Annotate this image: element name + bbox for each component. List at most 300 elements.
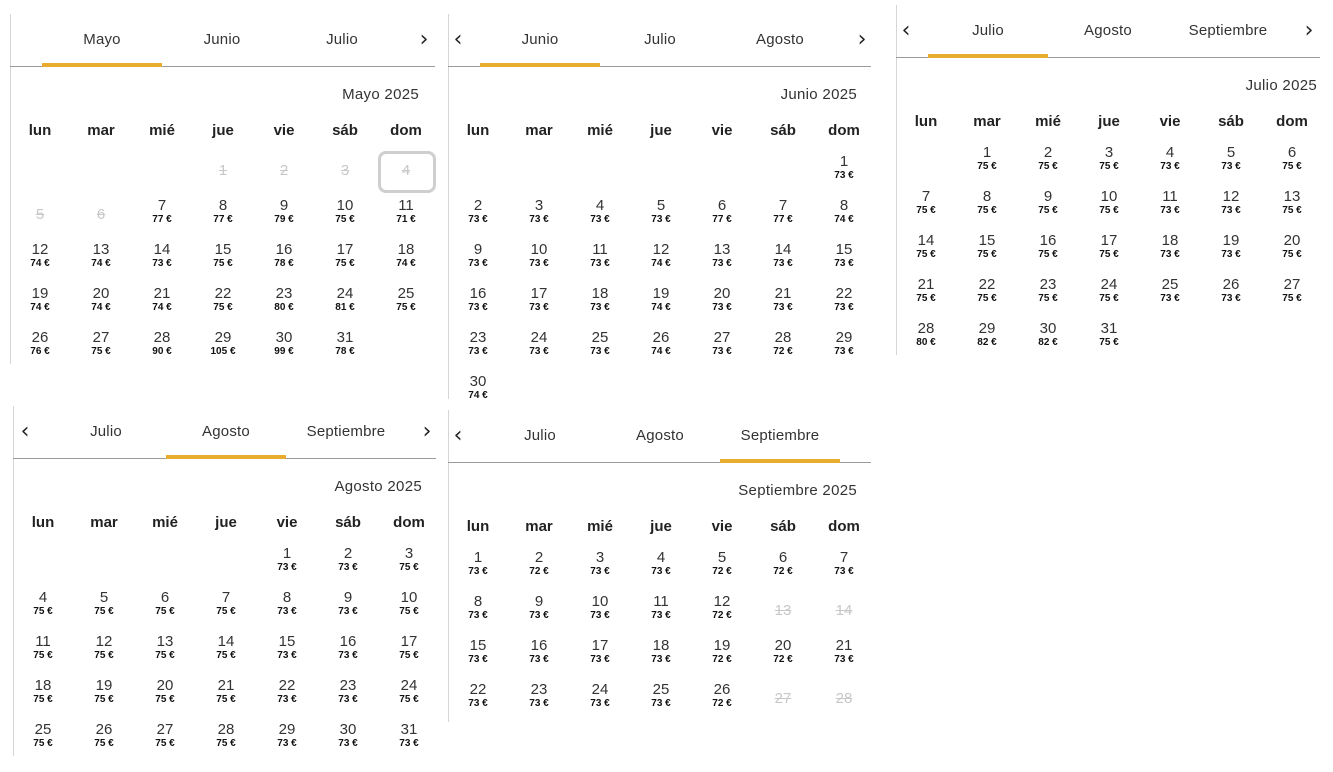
day-cell[interactable] [631,594,691,634]
day-number: 3 [1104,144,1114,161]
day-cell[interactable] [315,242,375,282]
day-price: 75 € [1282,161,1302,172]
day-price: 74 € [651,258,671,269]
chevron-left-icon[interactable]: ‹ [901,18,911,43]
day-cell[interactable] [254,330,314,370]
day-price: 75 € [1282,293,1302,304]
day-cell[interactable] [814,550,874,590]
day-cell[interactable] [74,722,134,762]
day-price: 72 € [712,698,732,709]
day-cell[interactable] [814,330,874,370]
weekday-header: mié [1035,113,1061,130]
day-cell[interactable] [896,321,956,361]
day-cell[interactable] [957,277,1017,317]
day-number: 24 [400,677,418,694]
day-number: 2 [534,549,544,566]
day-cell[interactable] [74,678,134,718]
day-price: 75 € [213,258,233,269]
day-number: 3 [534,197,544,214]
weekday-header: jue [1098,113,1120,130]
day-cell[interactable] [814,242,874,282]
day-number: 12 [1222,188,1240,205]
day-cell[interactable] [318,722,378,762]
day-number: 20 [1283,232,1301,249]
day-price: 75 € [1038,249,1058,260]
day-cell[interactable] [896,277,956,317]
day-number: 19 [713,637,731,654]
day-price: 72 € [712,654,732,665]
day-cell[interactable] [509,330,569,370]
day-cell[interactable] [1018,189,1078,229]
month-title: Agosto 2025 [334,478,422,495]
day-cell[interactable] [1018,145,1078,185]
day-price: 75 € [155,606,175,617]
day-cell[interactable] [753,286,813,326]
day-cell[interactable] [1018,233,1078,273]
day-cell[interactable] [257,546,317,586]
day-cell[interactable] [631,550,691,590]
day-cell[interactable] [509,550,569,590]
day-cell[interactable] [448,286,508,326]
chevron-left-icon[interactable]: ‹ [453,27,463,52]
day-cell[interactable] [1018,321,1078,361]
weekday-header: vie [273,122,295,139]
day-cell[interactable] [692,682,752,722]
day-price: 77 € [213,214,233,225]
day-cell[interactable] [631,330,691,370]
day-cell[interactable] [257,678,317,718]
day-cell[interactable] [1140,233,1200,273]
day-cell[interactable] [257,634,317,674]
tab-agosto[interactable]: Agosto [636,427,684,444]
weekday-header: mar [87,122,115,139]
day-cell[interactable] [631,198,691,238]
day-price: 73 € [277,738,297,749]
day-cell[interactable] [509,286,569,326]
day-cell[interactable] [1079,189,1139,229]
day-cell[interactable] [1079,145,1139,185]
day-cell[interactable] [448,594,508,634]
day-price: 75 € [916,205,936,216]
day-price: 73 € [834,170,854,181]
day-price: 73 € [773,258,793,269]
weekday-header: mar [973,113,1001,130]
day-price: 75 € [399,650,419,661]
day-number: 10 [1100,188,1118,205]
day-cell[interactable] [448,682,508,722]
day-number: 1 [282,545,292,562]
day-price: 75 € [1099,337,1119,348]
day-number: 8 [282,589,292,606]
day-number: 28 [217,721,235,738]
day-cell[interactable] [570,594,630,634]
day-price: 73 € [529,698,549,709]
day-cell[interactable] [814,286,874,326]
weekday-header: mié [587,518,613,535]
day-number: 30 [339,721,357,738]
chevron-left-icon[interactable]: ‹ [20,419,30,444]
day-price: 73 € [651,610,671,621]
day-number: 4 [38,589,48,606]
day-price: 75 € [216,606,236,617]
day-cell[interactable] [71,330,131,370]
day-price: 77 € [773,214,793,225]
day-cell[interactable] [193,286,253,326]
day-number: 11 [35,633,51,650]
day-price: 77 € [152,214,172,225]
day-cell[interactable] [135,678,195,718]
chevron-right-icon[interactable]: › [419,27,429,52]
day-price: 73 € [529,258,549,269]
day-cell[interactable] [957,321,1017,361]
weekday-header: vie [1159,113,1181,130]
day-cell[interactable] [376,198,436,238]
day-price: 73 € [1221,249,1241,260]
day-price: 75 € [155,738,175,749]
day-number: 21 [153,285,171,302]
day-cell[interactable] [570,286,630,326]
day-cell[interactable] [753,198,813,238]
day-cell[interactable] [376,286,436,326]
day-cell[interactable] [1079,277,1139,317]
chevron-right-icon[interactable]: › [857,27,867,52]
day-cell[interactable] [1079,233,1139,273]
chevron-right-icon[interactable]: › [422,419,432,444]
day-cell[interactable] [13,634,73,674]
day-price: 77 € [712,214,732,225]
chevron-left-icon[interactable]: ‹ [453,423,463,448]
day-cell[interactable] [631,286,691,326]
day-price: 73 € [529,346,549,357]
day-cell[interactable] [1201,233,1261,273]
day-number: 7 [157,197,167,214]
day-price: 75 € [977,293,997,304]
tab-julio[interactable]: Julio [524,427,556,444]
day-cell[interactable] [315,198,375,238]
tab-septiembre[interactable]: Septiembre [720,410,840,461]
day-price: 74 € [30,302,50,313]
day-cell[interactable] [10,286,70,326]
day-cell[interactable] [692,550,752,590]
day-cell[interactable] [318,678,378,718]
day-number: 3 [340,162,350,179]
weekday-header: jue [650,122,672,139]
day-number: 16 [1039,232,1057,249]
day-cell[interactable] [379,546,439,586]
day-cell[interactable] [692,330,752,370]
day-number: 20 [156,677,174,694]
day-number: 24 [336,285,354,302]
day-number: 26 [1222,276,1240,293]
day-cell[interactable] [1140,145,1200,185]
day-price: 82 € [977,337,997,348]
day-cell[interactable] [692,198,752,238]
day-cell[interactable] [448,330,508,370]
day-cell[interactable] [1079,321,1139,361]
day-cell[interactable] [896,189,956,229]
day-number: 21 [835,637,853,654]
day-cell[interactable] [135,722,195,762]
day-price: 73 € [338,562,358,573]
day-price: 72 € [712,610,732,621]
day-number: 29 [978,320,996,337]
month-tabs [448,410,871,463]
weekday-header: lun [914,113,938,130]
weekday-header: lun [31,514,55,531]
day-price: 73 € [338,738,358,749]
day-cell[interactable] [570,198,630,238]
day-cell[interactable] [13,678,73,718]
day-price: 73 € [834,258,854,269]
day-cell[interactable] [570,682,630,722]
day-price: 75 € [1099,293,1119,304]
tab-mayo[interactable]: Mayo [42,14,162,65]
day-number: 28 [917,320,935,337]
day-cell[interactable] [254,198,314,238]
chevron-right-icon[interactable]: › [1304,18,1314,43]
day-price: 75 € [1282,205,1302,216]
day-cell[interactable] [1262,277,1322,317]
day-cell[interactable] [376,242,436,282]
day-cell[interactable] [631,638,691,678]
day-cell[interactable] [753,242,813,282]
day-price: 73 € [590,610,610,621]
day-cell[interactable] [132,198,192,238]
day-cell[interactable] [318,634,378,674]
tab-julio[interactable]: Julio [90,423,122,440]
day-cell[interactable] [379,634,439,674]
day-price: 74 € [30,258,50,269]
day-price: 73 € [1160,161,1180,172]
tab-junio[interactable]: Junio [203,31,241,48]
day-price: 73 € [712,258,732,269]
day-price: 73 € [529,214,549,225]
day-price: 78 € [274,258,294,269]
day-cell[interactable] [1140,189,1200,229]
day-cell[interactable] [448,374,508,414]
tab-julio[interactable]: Julio [326,31,358,48]
day-cell[interactable] [448,198,508,238]
day-cell[interactable] [753,330,813,370]
day-number: 24 [530,329,548,346]
day-number: 5 [717,549,727,566]
day-price: 73 € [277,650,297,661]
day-cell[interactable] [257,722,317,762]
day-price: 73 € [468,610,488,621]
day-cell[interactable] [957,189,1017,229]
day-number: 17 [530,285,548,302]
tab-agosto[interactable]: Agosto [166,406,286,457]
day-price: 73 € [1221,161,1241,172]
day-cell[interactable] [570,330,630,370]
month-title: Septiembre 2025 [738,482,857,499]
day-number: 27 [1283,276,1301,293]
day-cell[interactable] [448,638,508,678]
day-cell[interactable] [74,590,134,630]
day-cell[interactable] [692,242,752,282]
day-cell[interactable] [509,242,569,282]
day-cell[interactable] [1201,189,1261,229]
day-cell[interactable] [1262,189,1322,229]
day-cell[interactable] [71,286,131,326]
weekday-header: sáb [335,514,361,531]
day-cell[interactable] [957,233,1017,273]
day-price: 73 € [1221,293,1241,304]
day-number: 2 [473,197,483,214]
weekday-header: dom [828,122,860,139]
day-number: 14 [153,241,171,258]
day-cell[interactable] [509,638,569,678]
day-number: 6 [717,197,727,214]
day-number: 16 [530,637,548,654]
day-cell[interactable] [318,546,378,586]
day-price: 73 € [590,258,610,269]
day-cell[interactable] [692,594,752,634]
day-number: 11 [592,241,608,258]
day-cell[interactable] [448,242,508,282]
day-cell[interactable] [1201,277,1261,317]
day-cell[interactable] [814,154,874,194]
day-price: 80 € [274,302,294,313]
day-number: 6 [96,206,106,223]
day-cell[interactable] [1262,233,1322,273]
day-cell[interactable] [692,286,752,326]
day-number: 30 [469,373,487,390]
day-cell[interactable] [193,198,253,238]
day-number: 7 [921,188,931,205]
day-price: 73 € [590,566,610,577]
day-cell[interactable] [570,550,630,590]
day-cell[interactable] [10,242,70,282]
day-cell[interactable] [196,722,256,762]
day-cell[interactable] [509,682,569,722]
weekday-header: sáb [1218,113,1244,130]
day-cell[interactable] [753,638,813,678]
day-cell[interactable] [315,286,375,326]
day-cell[interactable] [193,242,253,282]
day-cell[interactable] [448,550,508,590]
day-cell[interactable] [10,330,70,370]
day-price: 73 € [712,302,732,313]
day-cell[interactable] [71,242,131,282]
day-cell[interactable] [196,678,256,718]
day-cell[interactable] [753,550,813,590]
day-cell[interactable] [1140,277,1200,317]
day-cell[interactable] [196,634,256,674]
day-number: 29 [278,721,296,738]
day-cell[interactable] [631,682,691,722]
day-price: 73 € [529,610,549,621]
tab-julio[interactable]: Julio [928,5,1048,56]
day-price: 75 € [213,302,233,313]
day-cell[interactable] [1018,277,1078,317]
day-cell[interactable] [13,722,73,762]
day-cell[interactable] [132,286,192,326]
day-price: 74 € [91,302,111,313]
day-cell[interactable] [814,638,874,678]
month-title: Mayo 2025 [342,86,419,103]
day-price: 75 € [399,694,419,705]
tab-junio[interactable]: Junio [480,14,600,65]
day-cell[interactable] [509,594,569,634]
day-price: 72 € [529,566,549,577]
day-number: 12 [31,241,49,258]
day-cell[interactable] [379,722,439,762]
day-number: 22 [278,677,296,694]
day-price: 75 € [1099,249,1119,260]
day-number: 17 [400,633,418,650]
tab-agosto[interactable]: Agosto [756,31,804,48]
day-number: 16 [339,633,357,650]
day-cell[interactable] [692,638,752,678]
day-price: 75 € [91,346,111,357]
day-number: 15 [278,633,296,650]
tab-septiembre[interactable]: Septiembre [306,423,386,440]
day-number: 13 [92,241,110,258]
day-cell[interactable] [631,242,691,282]
tab-agosto[interactable]: Agosto [1084,22,1132,39]
day-cell[interactable] [132,330,192,370]
day-cell [10,198,70,238]
day-cell[interactable] [570,242,630,282]
calendar-agosto [13,406,436,756]
day-cell[interactable] [74,634,134,674]
day-cell[interactable] [135,590,195,630]
day-price: 90 € [152,346,172,357]
day-cell[interactable] [957,145,1017,185]
day-cell[interactable] [1262,145,1322,185]
day-cell[interactable] [135,634,195,674]
day-cell[interactable] [257,590,317,630]
day-number: 18 [652,637,670,654]
tab-julio[interactable]: Julio [644,31,676,48]
day-cell[interactable] [193,330,253,370]
weekday-header: dom [393,514,425,531]
day-cell[interactable] [379,590,439,630]
day-cell[interactable] [132,242,192,282]
day-price: 74 € [651,302,671,313]
day-price: 73 € [590,346,610,357]
day-price: 73 € [468,566,488,577]
day-cell[interactable] [896,233,956,273]
day-cell[interactable] [13,590,73,630]
day-cell[interactable] [379,678,439,718]
weekday-header: vie [276,514,298,531]
month-tabs [10,14,435,67]
day-cell[interactable] [196,590,256,630]
calendar-junio [448,14,871,399]
day-number: 1 [473,549,483,566]
day-cell[interactable] [509,198,569,238]
day-price: 73 € [1160,249,1180,260]
tab-septiembre[interactable]: Septiembre [1188,22,1268,39]
day-price: 73 € [1221,205,1241,216]
day-price: 73 € [338,606,358,617]
day-cell[interactable] [318,590,378,630]
day-price: 73 € [834,346,854,357]
day-cell[interactable] [254,242,314,282]
day-cell[interactable] [254,286,314,326]
day-price: 75 € [335,214,355,225]
day-cell [753,682,813,722]
day-number: 5 [1226,144,1236,161]
day-cell[interactable] [1201,145,1261,185]
day-cell[interactable] [570,638,630,678]
day-number: 8 [982,188,992,205]
day-cell[interactable] [315,330,375,370]
day-cell[interactable] [814,198,874,238]
day-price: 75 € [916,293,936,304]
